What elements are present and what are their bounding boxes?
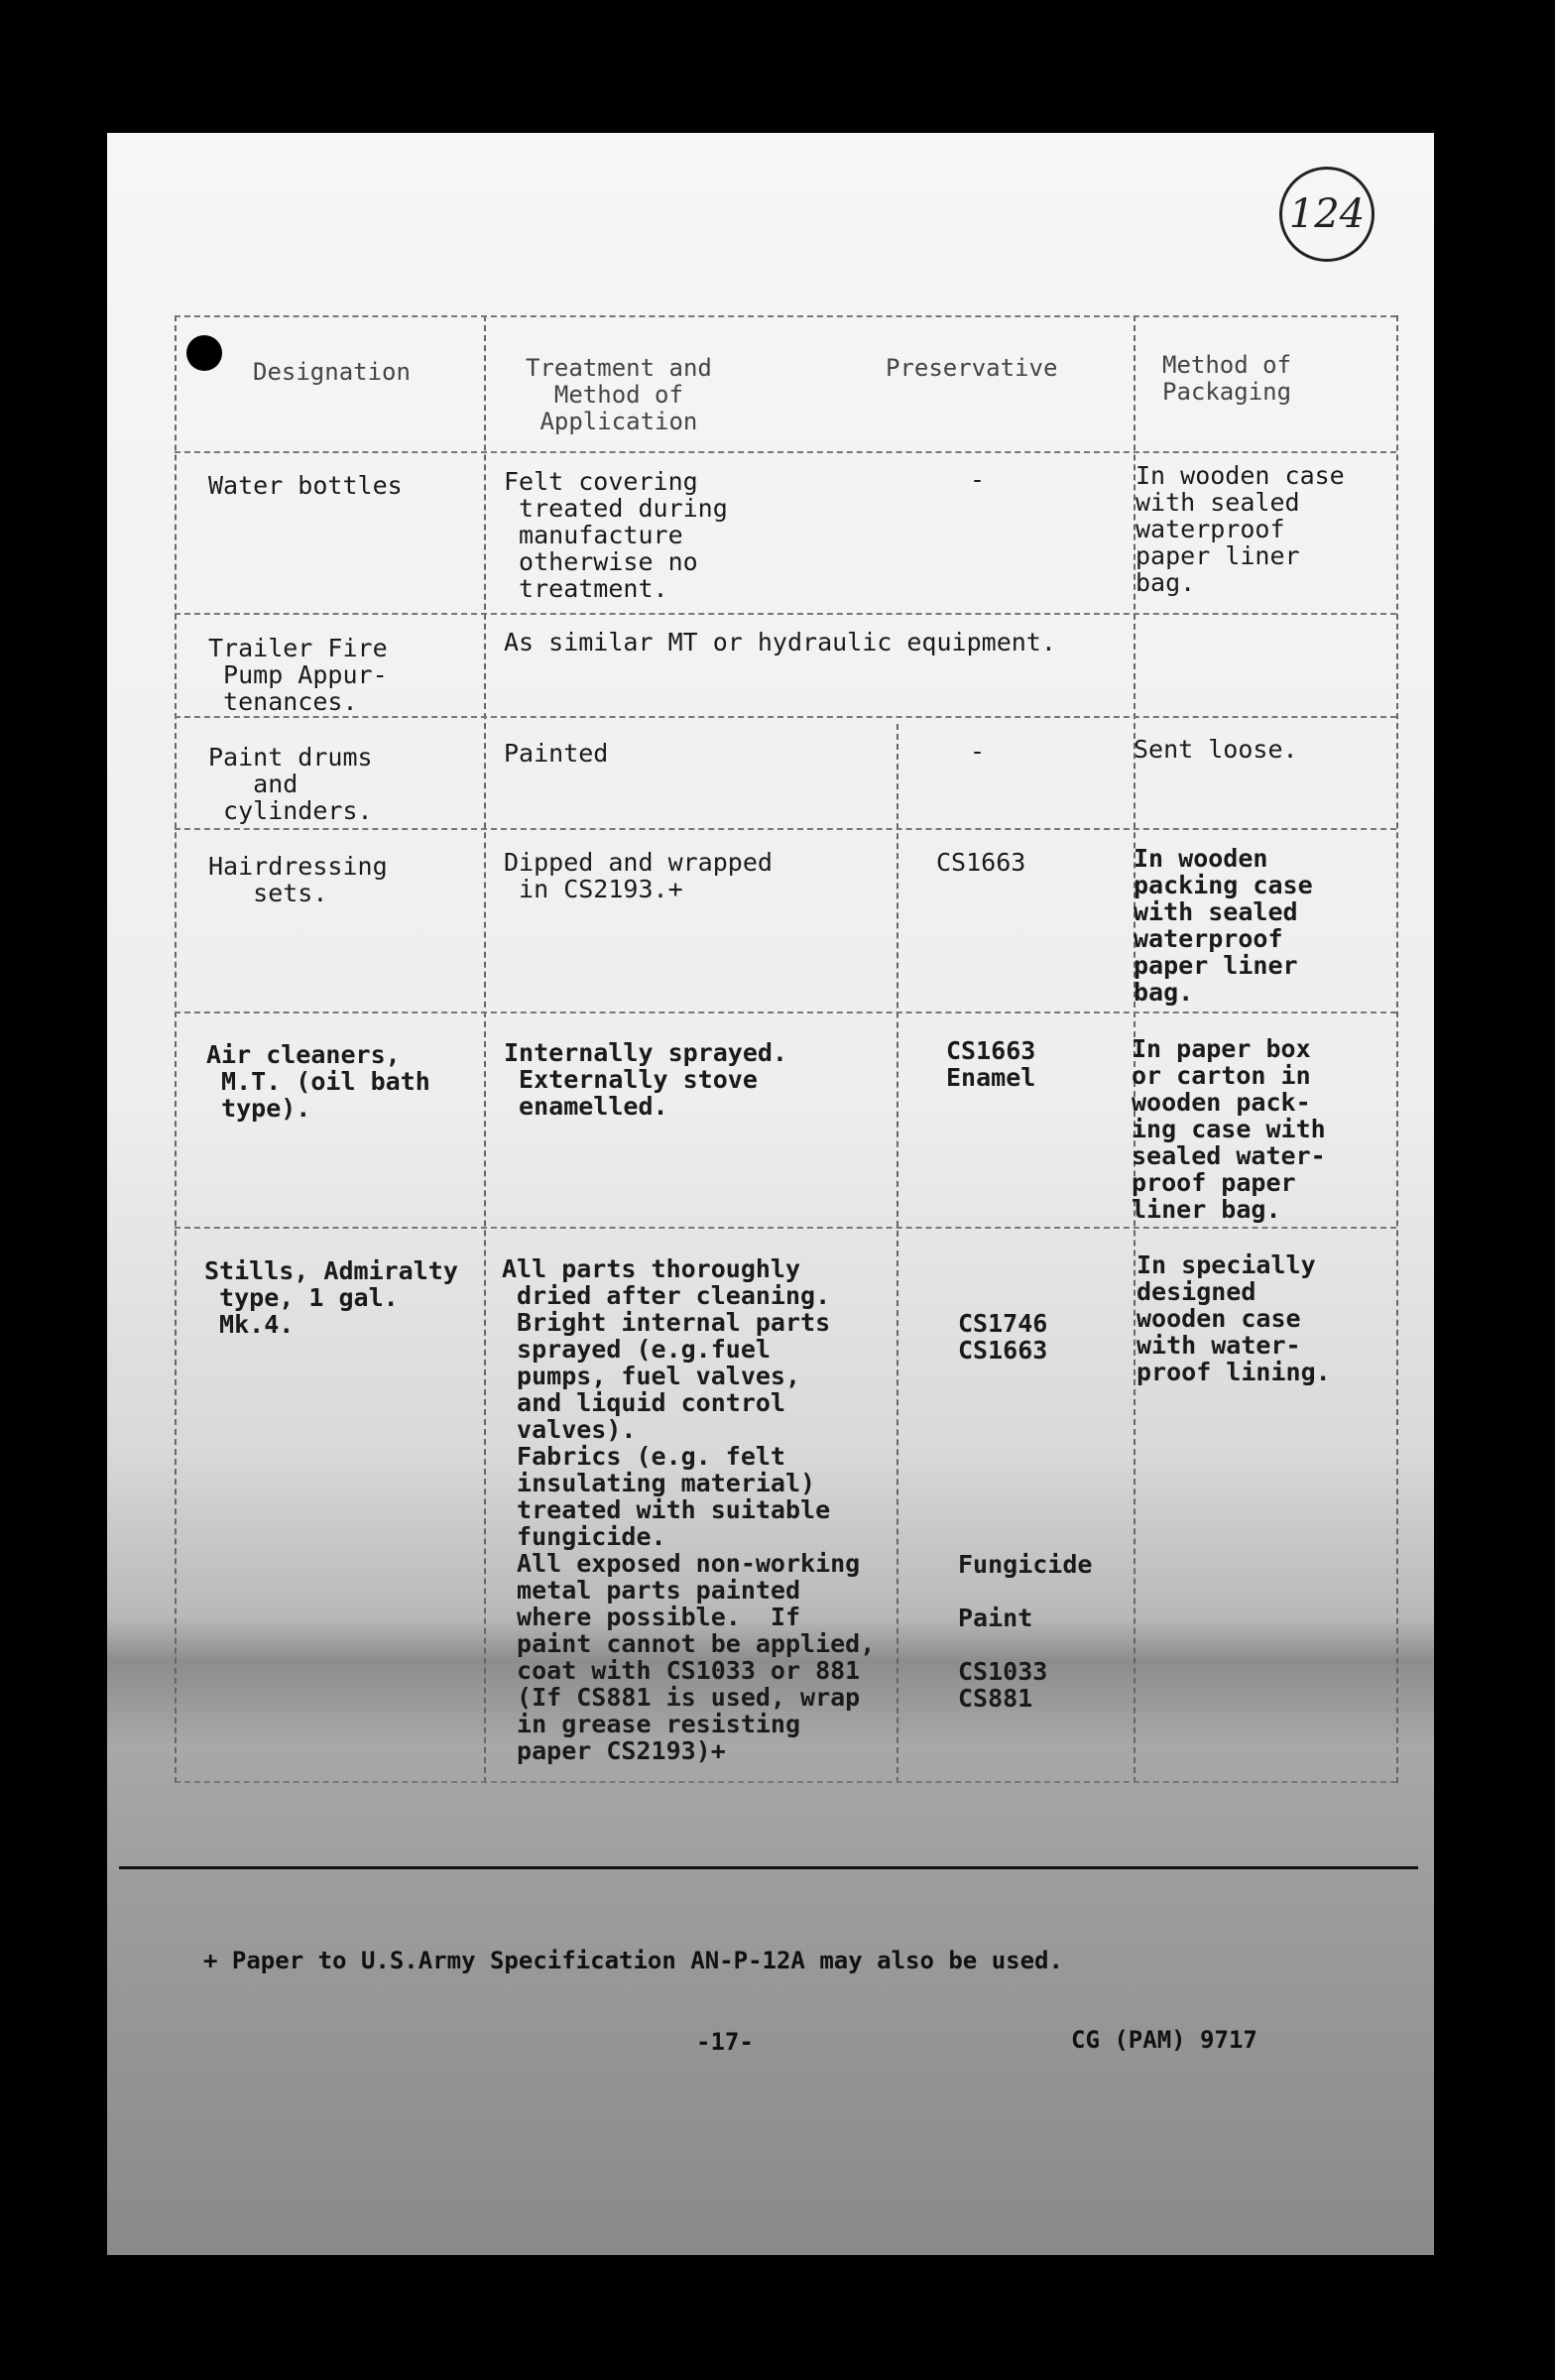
footnote: + Paper to U.S.Army Specification AN-P-12A may also be used. — [203, 1947, 1063, 1974]
row-divider-4 — [175, 1012, 1396, 1013]
header-treatment: Treatment and Method of Application — [526, 354, 712, 435]
header-divider — [175, 451, 1396, 453]
row-2-treatment: As similar MT or hydraulic equipment. — [504, 628, 1056, 656]
column-divider-2 — [897, 724, 898, 1783]
row-3-treatment: Painted — [504, 739, 609, 768]
header-designation: Designation — [253, 358, 411, 386]
row-3-designation: Paint drums and cylinders. — [208, 743, 373, 825]
row-4-designation: Hairdressing sets. — [208, 852, 388, 907]
row-1-preservative: - — [970, 465, 986, 494]
punch-hole — [186, 335, 222, 371]
row-4-packaging: In wooden packing case with sealed waterproof paper liner bag. — [1134, 844, 1313, 1007]
row-5-treatment: Internally sprayed. Externally stove enamelled. — [504, 1038, 787, 1121]
table-border-bottom — [175, 1781, 1396, 1783]
row-1-packaging: In wooden case with sealed waterproof paper liner bag. — [1136, 461, 1345, 597]
row-1-treatment: Felt covering treated during manufacture otherwise no treatment. — [504, 467, 728, 603]
row-6-preservative: CS1746 CS1663 Fungicide Paint CS1033 CS881 — [958, 1309, 1093, 1713]
page-label: -17- — [696, 2028, 754, 2056]
handwritten-page-number: 124 — [1279, 167, 1375, 262]
table-border-top — [175, 315, 1396, 317]
row-6-designation: Stills, Admiralty type, 1 gal. Mk.4. — [204, 1256, 458, 1339]
row-divider-2 — [175, 716, 1396, 718]
row-3-packaging: Sent loose. — [1134, 735, 1298, 764]
row-6-packaging: In specially designed wooden case with water- proof lining. — [1136, 1250, 1331, 1386]
table-border-left — [175, 315, 177, 1783]
row-4-treatment: Dipped and wrapped in CS2193.+ — [504, 848, 773, 903]
row-divider-3 — [175, 828, 1396, 830]
row-4-preservative: CS1663 — [936, 848, 1026, 877]
row-divider-5 — [175, 1227, 1396, 1229]
row-5-packaging: In paper box or carton in wooden pack- ing case with sealed water- proof paper liner bag. — [1132, 1034, 1326, 1224]
row-1-designation: Water bottles — [208, 471, 403, 500]
row-2-designation: Trailer Fire Pump Appur- tenances. — [208, 634, 388, 716]
row-3-preservative: - — [970, 737, 986, 766]
column-divider-1 — [484, 315, 486, 1783]
document-reference: CG (PAM) 9717 — [1071, 2026, 1257, 2054]
header-preservative: Preservative — [886, 354, 1058, 382]
footer-rule — [119, 1866, 1418, 1869]
row-6-treatment: All parts thoroughly dried after cleaning. Bright internal parts sprayed (e.g.fuel pumps, fuel valves, and liquid control valves). Fabrics (e.g. felt insulating material) treated with suitable fungicide. All exposed non-working metal parts painted where possible. If paint cannot be applied, coat with CS1033 or 881 (If CS881 is used, wrap in grease resisting paper CS2193)+ — [502, 1254, 876, 1765]
row-5-designation: Air cleaners, M.T. (oil bath type). — [206, 1040, 430, 1123]
row-5-preservative: CS1663 Enamel — [946, 1036, 1036, 1092]
header-packaging: Method of Packaging — [1162, 351, 1292, 406]
table-border-right — [1396, 315, 1398, 1783]
row-divider-1 — [175, 613, 1396, 615]
